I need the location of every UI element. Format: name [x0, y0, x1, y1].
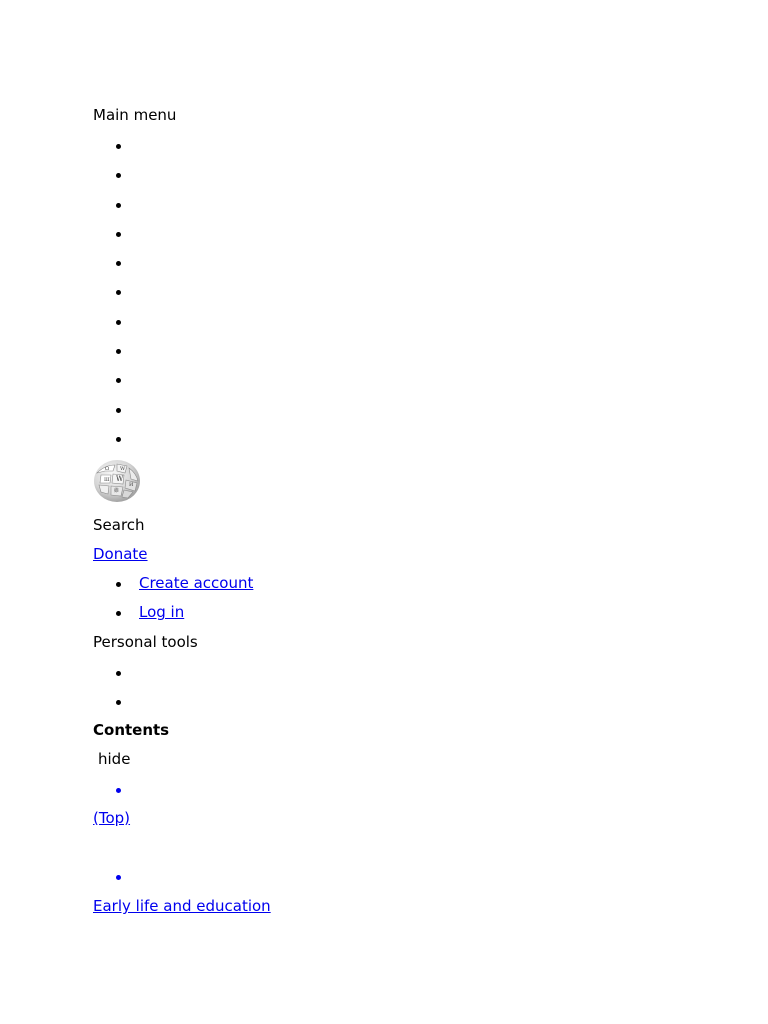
personal-tools-item[interactable]: [93, 662, 139, 691]
main-menu-item[interactable]: [93, 340, 139, 369]
main-menu-item[interactable]: [93, 311, 139, 340]
main-menu-item[interactable]: [93, 369, 139, 398]
toc-item-bullet: [93, 779, 139, 808]
main-menu-item[interactable]: [93, 164, 139, 193]
main-menu-label[interactable]: Main menu: [93, 106, 177, 124]
svg-text:Ω: Ω: [105, 466, 110, 472]
donate-link[interactable]: Donate: [93, 545, 148, 563]
svg-text:И: И: [129, 482, 134, 488]
account-links-list: [93, 573, 253, 632]
personal-tools-list: [93, 662, 139, 721]
main-menu-item[interactable]: [93, 194, 139, 223]
main-menu-item[interactable]: [93, 428, 139, 457]
personal-tools-item[interactable]: [93, 691, 139, 720]
main-menu-list: [93, 135, 139, 457]
toc-item-bullet: [93, 866, 139, 895]
toc-title: Contents: [93, 721, 170, 739]
toc-item-top-link[interactable]: (Top): [93, 809, 131, 827]
main-menu-item[interactable]: [93, 223, 139, 252]
personal-tools-label[interactable]: Personal tools: [93, 633, 198, 651]
main-menu-item[interactable]: [93, 399, 139, 428]
svg-text:Ш: Ш: [104, 477, 110, 483]
main-menu-item[interactable]: [93, 281, 139, 310]
create-account-link[interactable]: Create account: [139, 574, 254, 592]
main-menu-item[interactable]: [93, 252, 139, 281]
log-in-item: [93, 602, 253, 631]
toc-item-early-life-link[interactable]: Early life and education: [93, 897, 271, 915]
svg-text:W: W: [120, 466, 126, 472]
toc-list-early-life: [93, 866, 139, 895]
create-account-item: [93, 573, 253, 602]
main-menu-item[interactable]: [93, 135, 139, 164]
toc-hide-toggle[interactable]: hide: [98, 750, 131, 768]
svg-text:維: 維: [114, 488, 120, 494]
search-label[interactable]: Search: [93, 516, 145, 534]
svg-text:W: W: [116, 475, 124, 483]
log-in-link[interactable]: Log in: [139, 603, 185, 622]
wikipedia-globe-icon[interactable]: [93, 459, 141, 503]
toc-list-top: [93, 779, 139, 808]
